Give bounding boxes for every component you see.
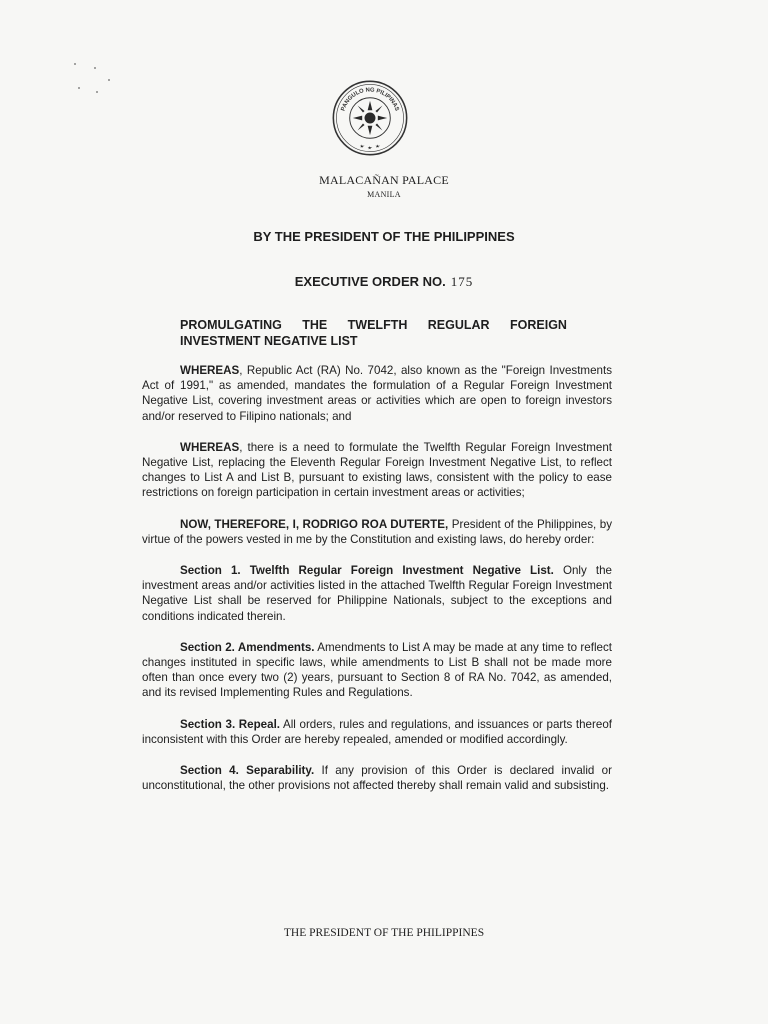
- title-word: TWELFTH: [347, 318, 408, 332]
- section-2: [142, 640, 612, 701]
- section-heading: Section 1. Twelfth Regular Foreign Investment Negative List.: [180, 564, 554, 578]
- page-footer: THE PRESIDENT OF THE PHILIPPINES: [283, 927, 485, 939]
- section-1: [142, 563, 612, 624]
- title-word: REGULAR: [427, 318, 490, 332]
- order-label: EXECUTIVE ORDER NO.: [294, 274, 446, 289]
- paragraph-text: , there is a need to formulate the Twelfth Regular Foreign Investment Negative List, replacing the Eleventh Regular Foreign Investment Negative List, to reflect changes to List A and List B, pursuant to existing laws, consistent with the policy to ease restrictions on foreign participation in certain investment areas or activities;: [142, 440, 612, 500]
- title-line-2: INVESTMENT NEGATIVE LIST: [180, 334, 358, 348]
- seal-text: PANGULO NG PILIPINAS: [340, 87, 400, 112]
- palace-name: MALACAÑAN PALACE: [319, 173, 449, 187]
- section-text: All orders, rules and regulations, and issuances or parts thereof inconsistent with this Order are hereby repealed, amended or modified accordingly.: [142, 717, 612, 746]
- order-heading: [0, 274, 768, 290]
- title-word: THE: [302, 318, 328, 332]
- scan-specks: [60, 55, 140, 105]
- whereas-paragraph-2: [142, 440, 612, 501]
- whereas-paragraph-1: [142, 363, 612, 424]
- byline: BY THE PRESIDENT OF THE PHILIPPINES: [253, 229, 515, 244]
- section-4: [142, 763, 612, 793]
- paragraph-lead: WHEREAS: [180, 440, 240, 454]
- section-heading: Section 2. Amendments.: [180, 640, 315, 654]
- section-text: Only the investment areas and/or activities listed in the attached Twelfth Regular Foreign Investment Negative List shall be reserved for Philippine Nationals, subject to the exceptions and conditions indicated therein.: [142, 564, 612, 623]
- paragraph-text: President of the Philippines, by virtue of the powers vested in me by the Constitution and existing laws, do hereby order:: [142, 517, 612, 546]
- paragraph-text: , Republic Act (RA) No. 7042, also known as the "Foreign Investments Act of 1991," as amended, mandates the formulation of a Regular Foreign Investment Negative List, covering investment areas or activities which are open to foreign investors and/or reserved to Filipino nationals; and: [142, 364, 612, 423]
- paragraph-lead: NOW, THEREFORE, I, RODRIGO ROA DUTERTE,: [180, 517, 449, 531]
- title-word: PROMULGATING: [180, 318, 282, 332]
- paragraph-lead: WHEREAS: [180, 364, 240, 377]
- section-text: Amendments to List A may be made at any time to reflect changes instituted in specific laws, while amendments to List B shall not be made more often than once every two (2) years, pursuant to Section 8 of RA No. 7042, as amended, and its revised Implementing Rules and Regulations.: [142, 640, 613, 700]
- section-heading: Section 3. Repeal.: [180, 717, 281, 731]
- order-title: [180, 317, 567, 349]
- order-body: [142, 363, 612, 809]
- title-word: FOREIGN: [510, 318, 567, 332]
- now-therefore-paragraph: [142, 517, 612, 547]
- section-3: [142, 717, 612, 747]
- order-number: 175: [450, 274, 474, 289]
- title-line-1: [180, 317, 567, 333]
- presidential-seal-icon: [331, 79, 409, 157]
- section-heading: Section 4. Separability.: [180, 764, 315, 778]
- city-name: MANILA: [367, 190, 401, 199]
- section-text: If any provision of this Order is declared invalid or unconstitutional, the other provisions not affected thereby shall remain valid and subsisting.: [142, 764, 612, 793]
